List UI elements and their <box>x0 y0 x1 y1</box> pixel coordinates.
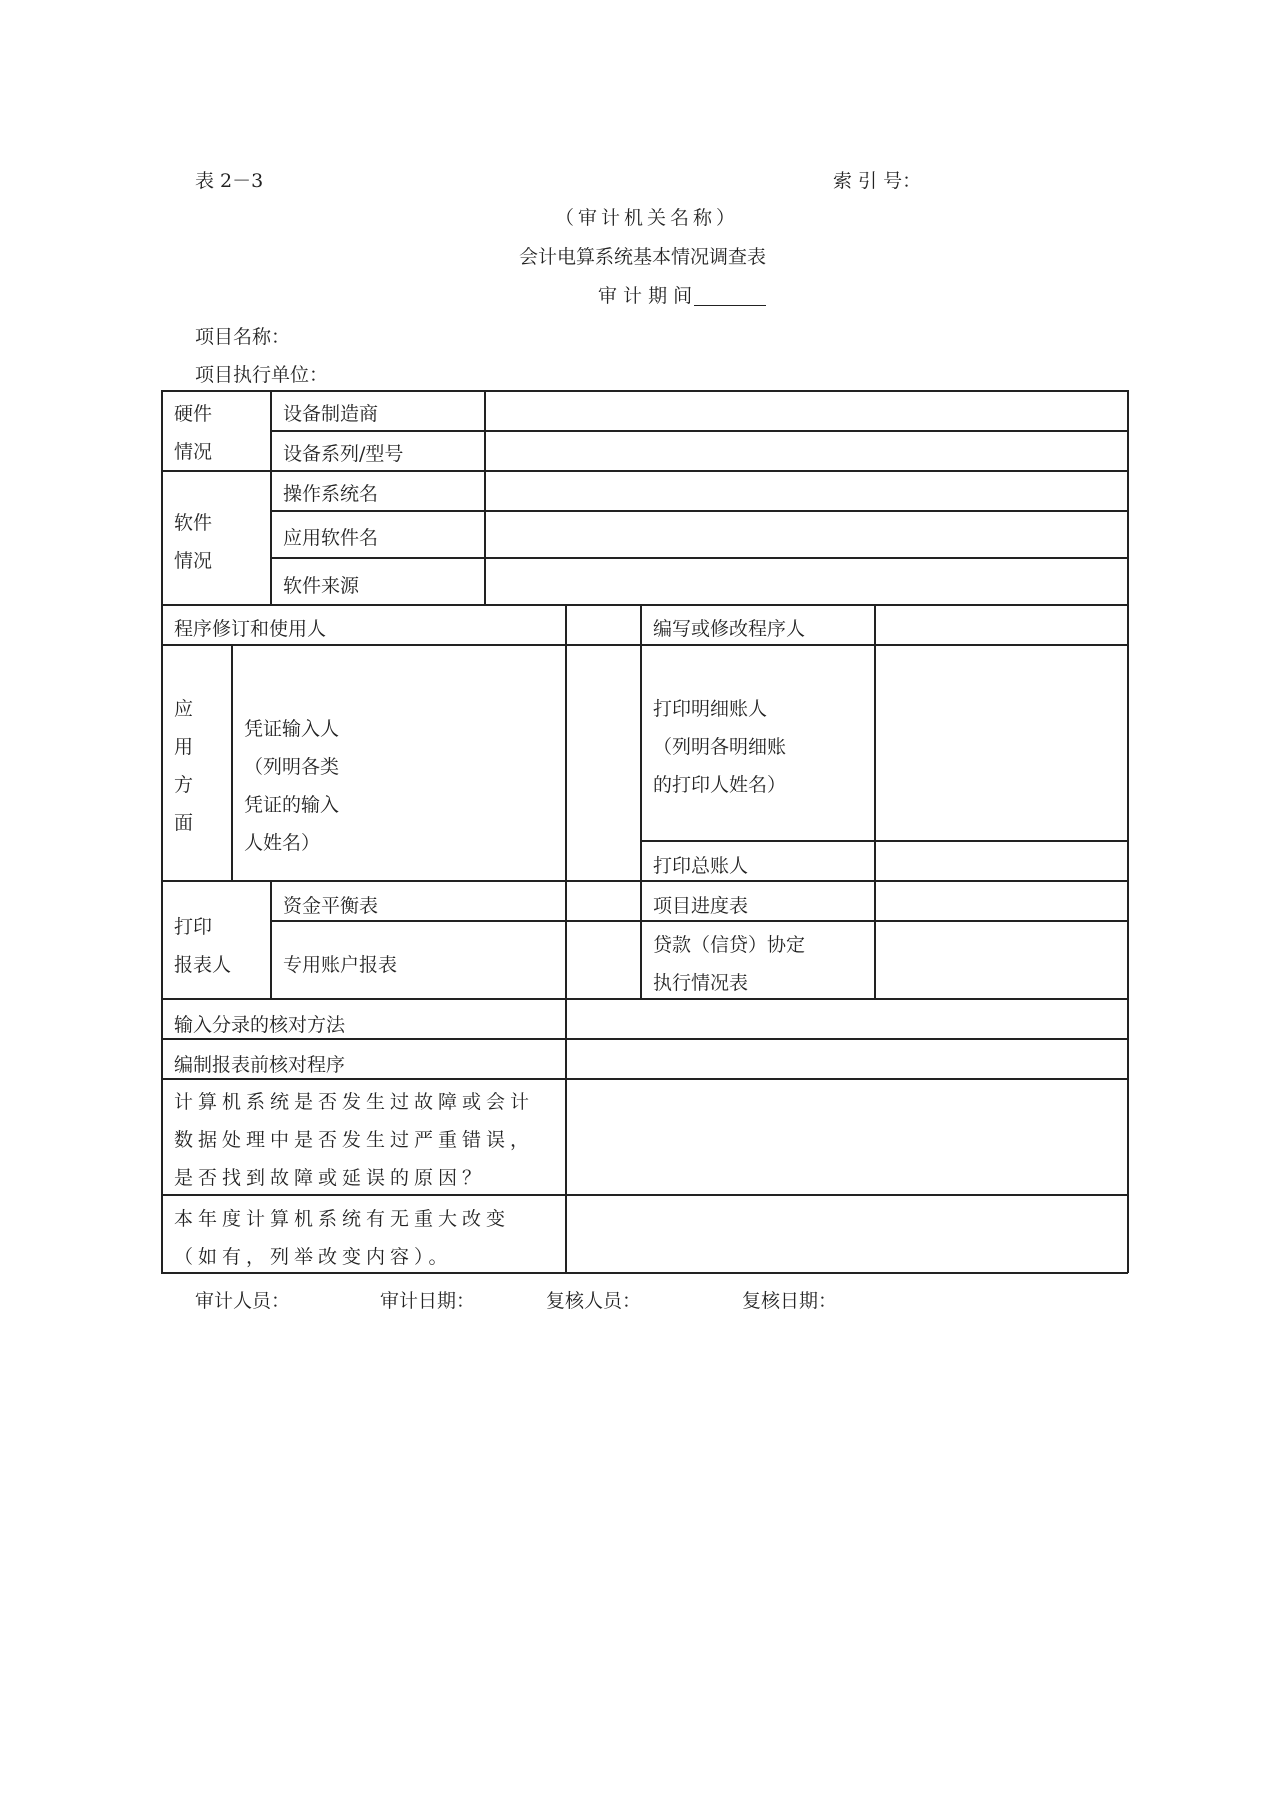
application-label: 应 用 方 面 <box>174 698 194 834</box>
software-source-label: 软件来源 <box>283 575 360 597</box>
index-number-label: 索 引 号： <box>833 170 922 192</box>
system-change-question: 本年度计算机系统有无重大改变 （如有，列举改变内容）。 <box>174 1208 511 1268</box>
program-editor-label: 编写或修改程序人 <box>653 618 806 640</box>
app-software-label: 应用软件名 <box>283 527 379 549</box>
hardware-label: 硬件 情况 <box>174 403 213 463</box>
project-unit-label: 项目执行单位： <box>195 364 329 386</box>
entry-check-method-label: 输入分录的核对方法 <box>174 1014 346 1036</box>
system-failure-question: 计算机系统是否发生过故障或会计 数据处理中是否发生过严重错误， 是否找到故障或延误的原因？ <box>174 1091 535 1189</box>
audit-date-label: 审计日期： <box>380 1290 476 1312</box>
table-number: 表 2－3 <box>195 170 264 192</box>
general-ledger-print-label: 打印总账人 <box>653 855 749 877</box>
detail-ledger-print-label: 打印明细账人 （列明各明细账 的打印人姓名） <box>653 698 787 796</box>
balance-sheet-label: 资金平衡表 <box>283 895 379 917</box>
page-title: 会计电算系统基本情况调查表 <box>519 246 767 268</box>
software-label: 软件 情况 <box>174 512 213 572</box>
voucher-input-label: 凭证输入人 （列明各类 凭证的输入 人姓名） <box>244 718 340 854</box>
loan-agreement-report-label: 贷款（信贷）协定 执行情况表 <box>653 934 806 994</box>
os-name-label: 操作系统名 <box>283 483 379 505</box>
manufacturer-label: 设备制造商 <box>283 403 379 425</box>
auditor-label: 审计人员： <box>195 1290 291 1312</box>
program-users-label: 程序修订和使用人 <box>174 618 327 640</box>
progress-report-label: 项目进度表 <box>653 895 749 917</box>
reviewer-label: 复核人员： <box>546 1290 642 1312</box>
model-label: 设备系列/型号 <box>283 443 404 465</box>
agency-name: （审计机关名称） <box>555 207 740 229</box>
report-check-procedure-label: 编制报表前核对程序 <box>174 1054 346 1076</box>
project-name-label: 项目名称： <box>195 326 291 348</box>
audit-period <box>598 287 766 306</box>
audit-period-label: 审 计 期 间 <box>598 285 693 307</box>
audit-period-blank <box>694 287 766 306</box>
report-printer-label: 打印 报表人 <box>174 916 232 976</box>
review-date-label: 复核日期： <box>742 1290 838 1312</box>
special-account-report-label: 专用账户报表 <box>283 954 398 976</box>
